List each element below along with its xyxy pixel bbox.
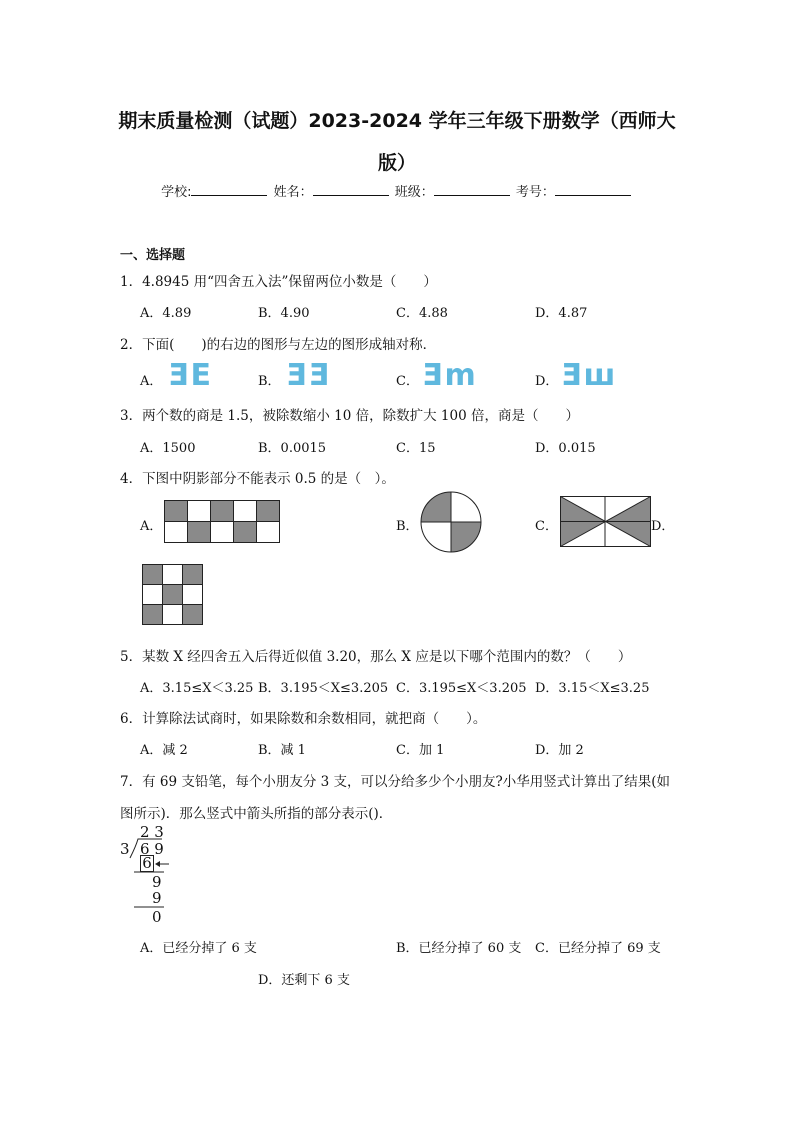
q1-option-a[interactable]: A．4.89 — [140, 306, 192, 321]
q1-option-b[interactable]: B．4.90 — [258, 306, 310, 321]
page-title-cont: 版） — [377, 152, 416, 174]
question-5: 5．某数 X 经四舍五入后得近似值 3.20，那么 X 应是以下哪个范围内的数？（ ） — [120, 649, 632, 665]
q5-option-a[interactable]: A．3.15≤X＜3.25 — [140, 681, 254, 696]
division-step-product: 6 — [140, 855, 154, 872]
q4-option-c[interactable]: C． — [535, 519, 558, 534]
division-remainder: 0 — [152, 908, 162, 926]
q3-option-c[interactable]: C．15 — [396, 441, 436, 456]
division-divisor: 3 — [120, 840, 130, 858]
q5-option-b[interactable]: B．3.195＜X≤3.205 — [258, 681, 389, 696]
q6-option-a[interactable]: A．减 2 — [140, 743, 188, 758]
exam-no-field[interactable] — [555, 183, 631, 196]
division-step-carry: 9 — [152, 873, 162, 891]
question-7: 7．有 69 支铅笔，每个小朋友分 3 支，可以分给多少个小朋友?小华用竖式计算出了结果(如 — [120, 774, 671, 790]
q1-option-c[interactable]: C．4.88 — [396, 306, 448, 321]
question-1: 1．4.8945 用“四舍五入法”保留两位小数是（ ） — [120, 274, 437, 290]
page-title: 期末质量检测（试题）2023-2024 学年三年级下册数学（西师大 — [118, 110, 676, 132]
q3-option-b[interactable]: B．0.0015 — [258, 441, 327, 456]
name-label: 姓名： — [273, 185, 313, 200]
q4-figure-b-circle — [420, 491, 482, 553]
q2-figure-d: Ǝш — [561, 358, 618, 393]
division-step-sub: 9 — [152, 889, 162, 907]
q3-option-d[interactable]: D．0.015 — [535, 441, 596, 456]
question-6: 6．计算除法试商时，如果除数和余数相同，就把商（ ）。 — [120, 711, 487, 727]
question-7-cont: 图所示)．那么竖式中箭头所指的部分表示()． — [120, 806, 393, 822]
question-3: 3．两个数的商是 1.5，被除数缩小 10 倍，除数扩大 100 倍，商是（ ） — [120, 408, 579, 424]
q1-option-d[interactable]: D．4.87 — [535, 306, 588, 321]
q2-option-a[interactable]: A． — [140, 374, 163, 389]
q7-option-a[interactable]: A．已经分掉了 6 支 — [140, 941, 257, 956]
q2-figure-a: ƎE — [168, 358, 213, 393]
q4-option-d[interactable]: D． — [651, 519, 675, 534]
q6-option-d[interactable]: D．加 2 — [535, 743, 584, 758]
q7-option-c[interactable]: C．已经分掉了 69 支 — [535, 941, 661, 956]
q6-option-c[interactable]: C．加 1 — [396, 743, 445, 758]
q2-figure-c: Ǝm — [422, 358, 478, 393]
q4-figure-a-grid — [164, 500, 282, 544]
q4-option-a[interactable]: A． — [140, 519, 163, 534]
section-heading: 一、选择题 — [120, 248, 186, 263]
student-info — [0, 181, 794, 200]
q6-option-b[interactable]: B．减 1 — [258, 743, 306, 758]
q2-figure-b: ƎƎ — [286, 358, 331, 393]
q2-option-d[interactable]: D． — [535, 374, 559, 389]
q4-option-b[interactable]: B． — [396, 519, 419, 534]
class-label: 班级： — [394, 185, 434, 200]
q5-option-c[interactable]: C．3.195≤X＜3.205 — [396, 681, 527, 696]
name-field[interactable] — [313, 183, 389, 196]
arrow-left-icon — [154, 857, 170, 871]
q2-option-b[interactable]: B． — [258, 374, 281, 389]
division-bracket-lines — [128, 836, 172, 910]
question-4: 4．下图中阴影部分不能表示 0.5 的是（ ）。 — [120, 471, 395, 487]
division-dividend: 6 9 — [140, 840, 164, 858]
q4-figure-c-rect — [560, 496, 652, 548]
class-field[interactable] — [434, 183, 510, 196]
division-quotient: 2 3 — [140, 823, 164, 841]
q5-option-d[interactable]: D．3.15＜X≤3.25 — [535, 681, 650, 696]
exam-no-label: 考号： — [515, 185, 555, 200]
school-label: 学校: — [161, 185, 192, 200]
q7-option-b[interactable]: B．已经分掉了 60 支 — [396, 941, 522, 956]
question-2: 2．下面( )的右边的图形与左边的图形成轴对称． — [120, 337, 437, 353]
q4-figure-d-grid — [142, 564, 204, 626]
q3-option-a[interactable]: A．1500 — [140, 441, 196, 456]
school-field[interactable] — [191, 183, 267, 196]
q7-option-d[interactable]: D．还剩下 6 支 — [258, 973, 350, 988]
q2-option-c[interactable]: C． — [396, 374, 419, 389]
